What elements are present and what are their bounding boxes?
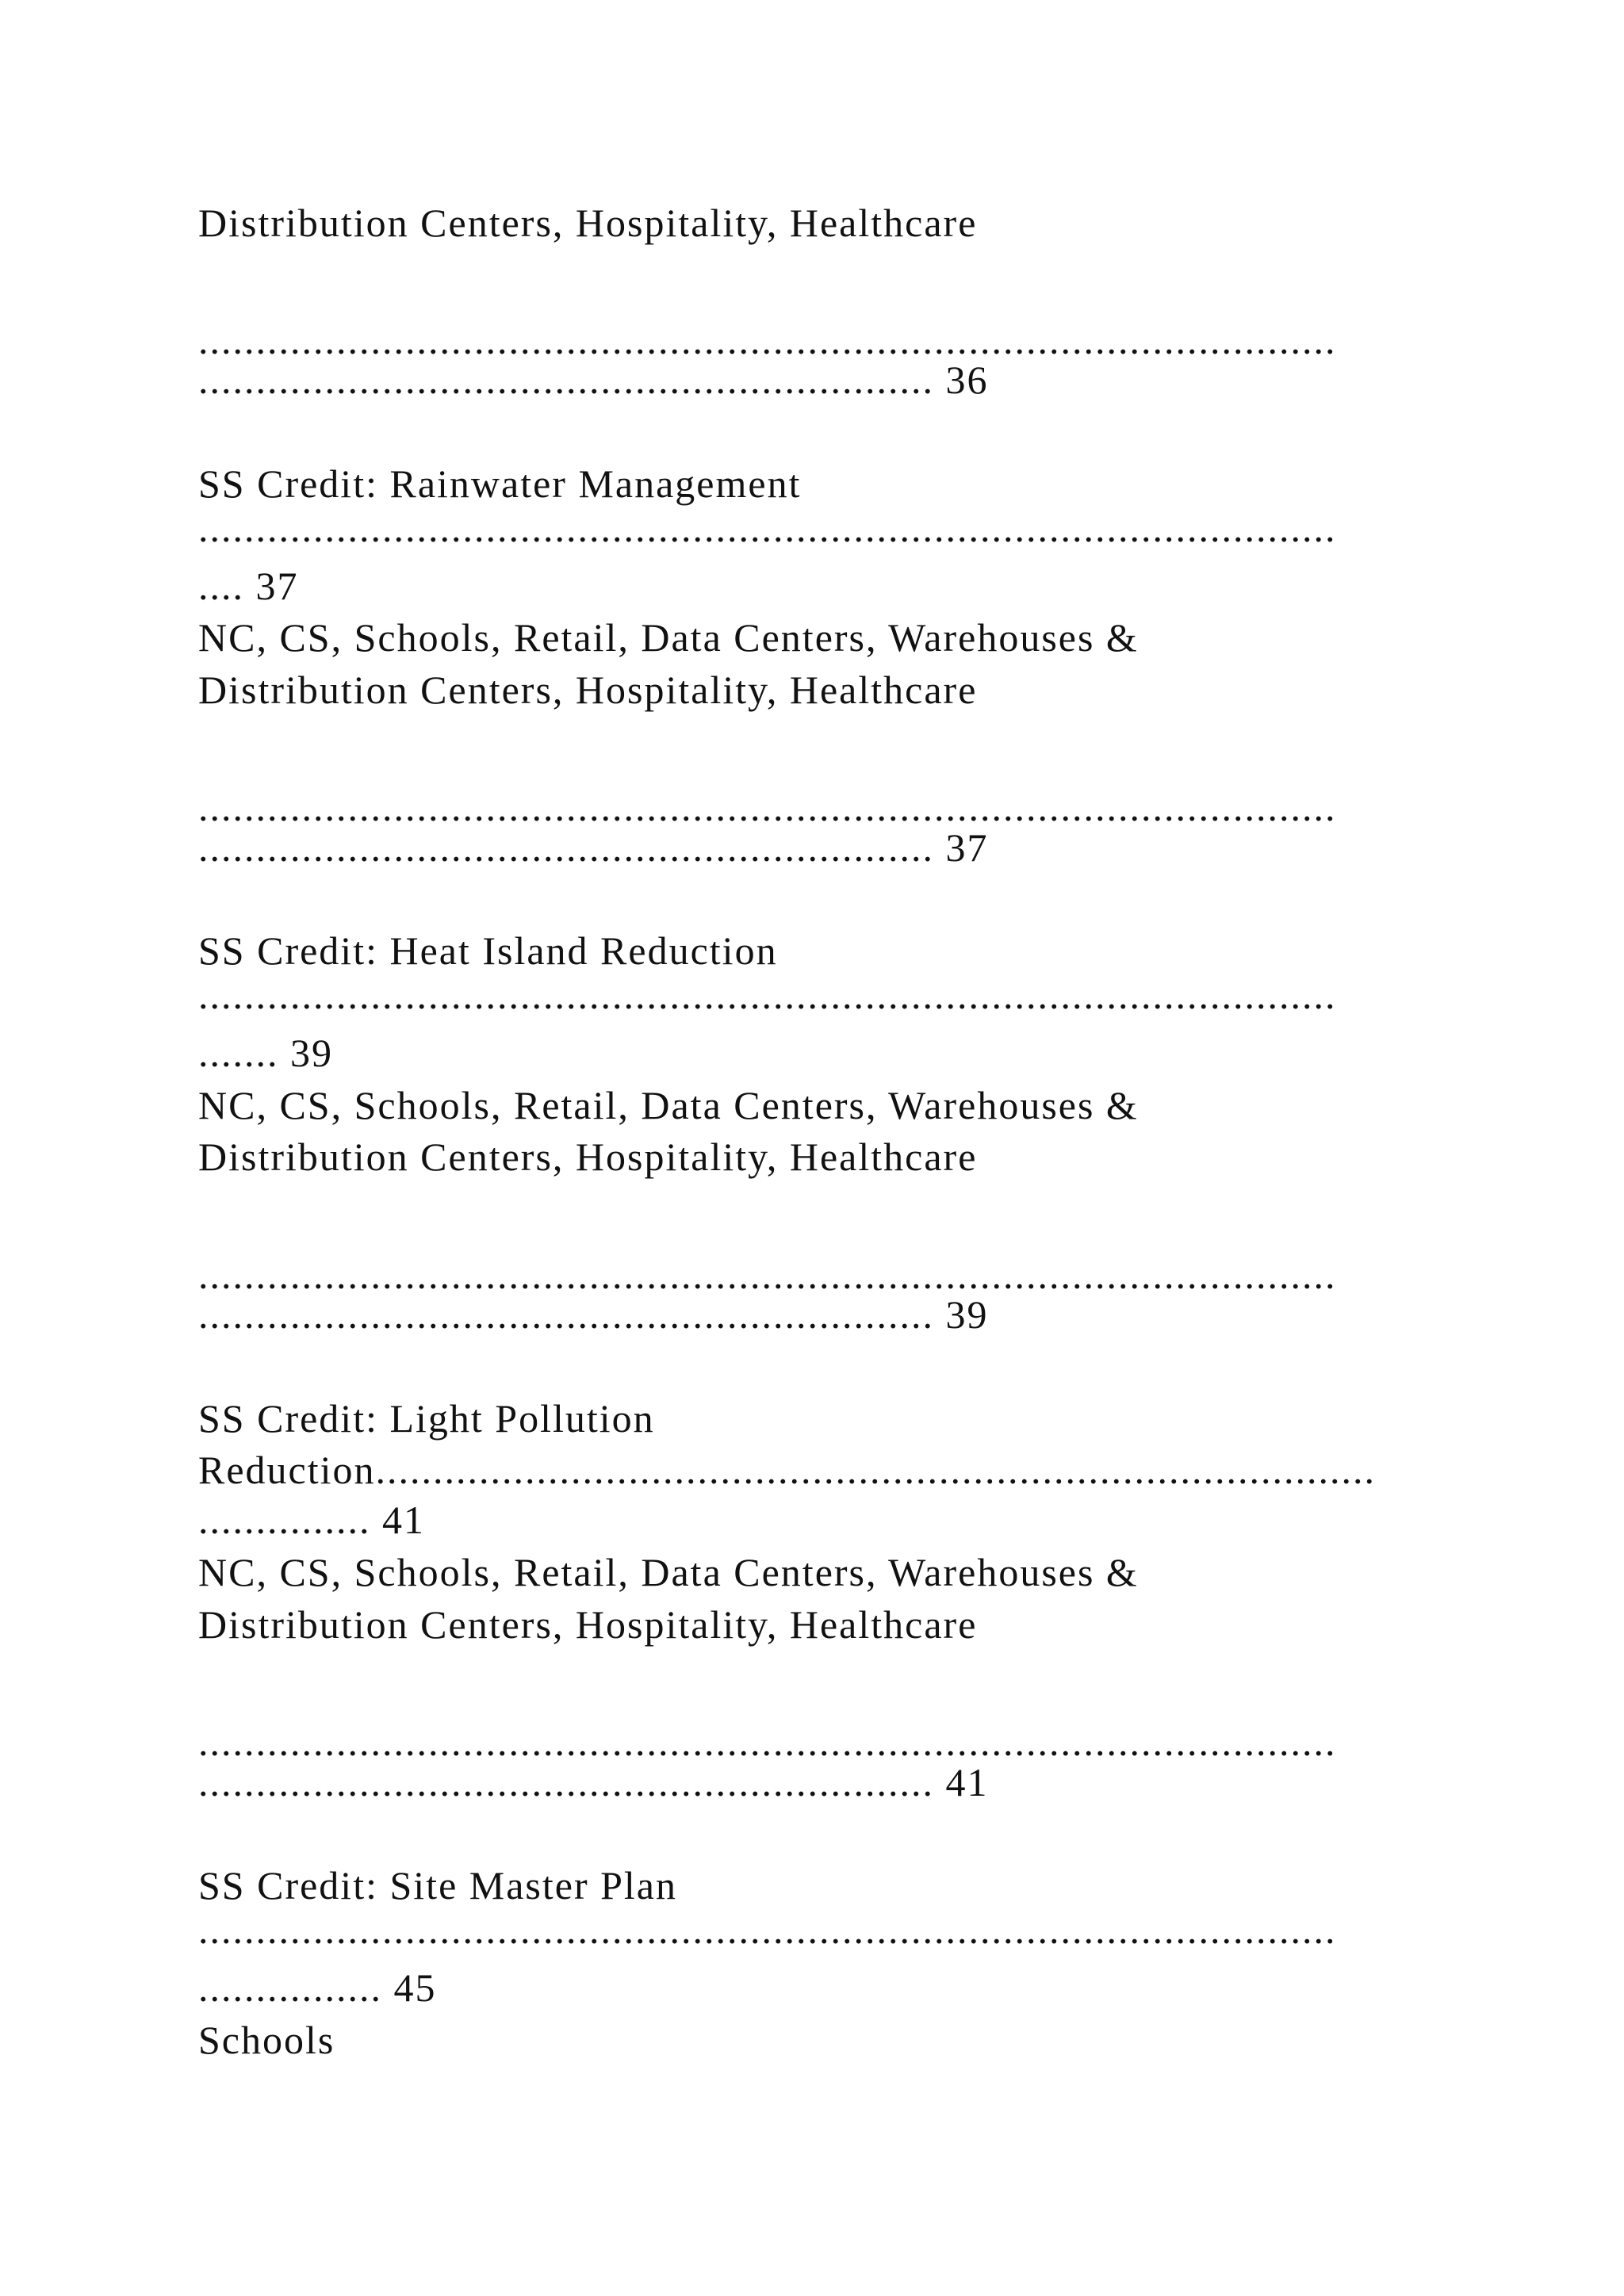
toc-page-number-line: ................................................................ 37: [198, 825, 989, 870]
toc-entry-title: SS Credit: Rainwater Management: [198, 461, 802, 506]
toc-entry-title: Reduction.......................................................................................: [198, 1448, 1377, 1492]
toc-page-number-line: ................................................................ 39: [198, 1292, 989, 1337]
toc-line: Distribution Centers, Hospitality, Healthcare: [198, 1602, 978, 1647]
toc-line: NC, CS, Schools, Retail, Data Centers, Warehouses &: [198, 1550, 1139, 1594]
toc-page-number-line: ................................................................ 41: [198, 1760, 989, 1804]
toc-leader-dots: ...................................................................................................: [198, 1253, 1337, 1297]
toc-entry-title: SS Credit: Heat Island Reduction: [198, 928, 778, 973]
toc-entry-title: SS Credit: Light Pollution: [198, 1396, 655, 1441]
toc-line: Distribution Centers, Hospitality, Healthcare: [198, 1135, 978, 1179]
toc-page-number-line: ................ 45: [198, 1965, 437, 2010]
toc-leader-dots: ...................................................................................................: [198, 973, 1337, 1017]
toc-leader-dots: ...................................................................................................: [198, 318, 1337, 362]
toc-leader-dots: ...................................................................................................: [198, 1908, 1337, 1952]
toc-leader-dots: ...................................................................................................: [198, 785, 1337, 829]
toc-line: Distribution Centers, Hospitality, Healthcare: [198, 668, 978, 712]
toc-line: Distribution Centers, Hospitality, Healthcare: [198, 201, 978, 245]
toc-page-number-line: ............... 41: [198, 1498, 425, 1542]
toc-line: Schools: [198, 2018, 335, 2062]
toc-leader-dots: ...................................................................................................: [198, 1720, 1337, 1764]
toc-line: NC, CS, Schools, Retail, Data Centers, Warehouses &: [198, 615, 1139, 660]
toc-page-number-line: ....... 39: [198, 1031, 333, 1075]
toc-entry-title: SS Credit: Site Master Plan: [198, 1863, 677, 1908]
toc-page-number-line: ................................................................ 36: [198, 358, 989, 402]
toc-line: NC, CS, Schools, Retail, Data Centers, Warehouses &: [198, 1083, 1139, 1127]
toc-page-number-line: .... 37: [198, 564, 299, 608]
toc-leader-dots: ...................................................................................................: [198, 506, 1337, 550]
